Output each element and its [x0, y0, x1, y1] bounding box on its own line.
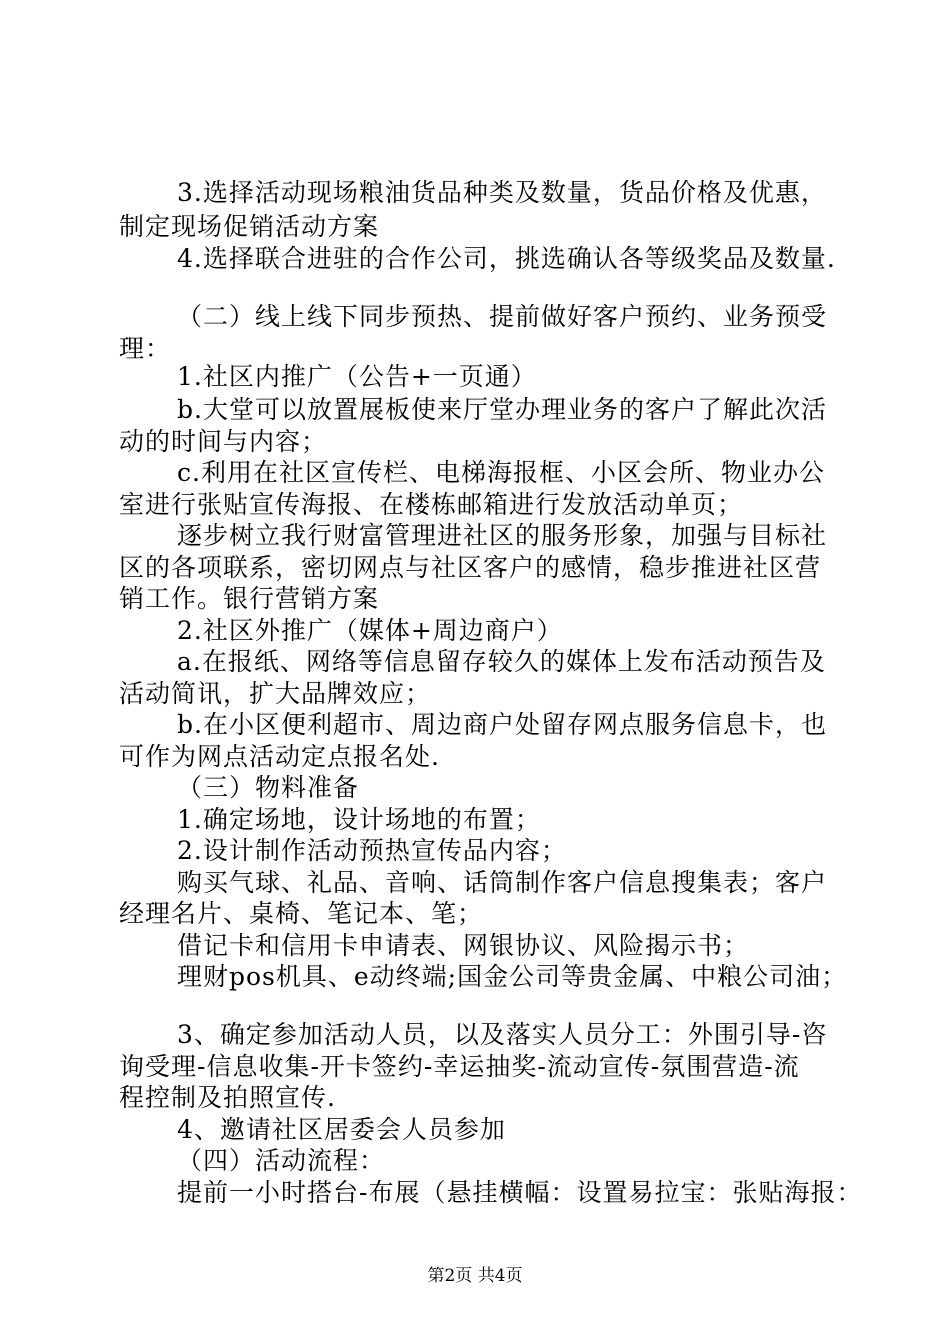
section-heading-3: （三）物料准备 — [177, 773, 360, 802]
paragraph-line-2: 制定现场促销活动方案 — [119, 212, 380, 241]
paragraph-line-27: 询受理-信息收集-开卡签约-幸运抽奖-流动宣传-氛围营造-流 — [119, 1052, 800, 1081]
paragraph-line-10: 室进行张贴宣传海报、在楼栋邮箱进行发放活动单页； — [119, 490, 744, 519]
paragraph-line-24: 借记卡和信用卡申请表、网银协议、风险揭示书； — [177, 931, 750, 960]
paragraph-line-8: 动的时间与内容； — [119, 427, 328, 456]
paragraph-line-15: a.在报纸、网络等信息留存较久的媒体上发布活动预告及 — [177, 647, 826, 676]
paragraph-line-26: 3、确定参加活动人员，以及落实人员分工：外围引导-咨 — [177, 1020, 828, 1049]
paragraph-line-22: 购买气球、礼品、音响、话筒制作客户信息搜集表；客户 — [177, 868, 828, 897]
page-number-footer: 第2页 共4页 — [427, 1266, 523, 1286]
paragraph-line-12: 区的各项联系，密切网点与社区客户的感情，稳步推进社区营 — [119, 553, 822, 582]
paragraph-line-21: 2.设计制作活动预热宣传品内容； — [177, 836, 567, 865]
paragraph-line-23: 经理名片、桌椅、笔记本、笔； — [119, 899, 484, 928]
paragraph-line-31: 提前一小时搭台-布展（悬挂横幅：设置易拉宝：张贴海报： — [177, 1178, 863, 1207]
paragraph-line-1: 3.选择活动现场粮油货品种类及数量，货品价格及优惠， — [177, 178, 827, 207]
paragraph-line-20: 1.确定场地，设计场地的布置； — [177, 805, 541, 834]
paragraph-line-25: 理财pos机具、e动终端;国金公司等贵金属、中粮公司油； — [177, 962, 848, 991]
paragraph-line-7: b.大堂可以放置展板使来厅堂办理业务的客户了解此次活 — [177, 395, 827, 424]
paragraph-line-6: 1.社区内推广（公告+一页通） — [177, 362, 537, 391]
paragraph-line-16: 活动简讯，扩大品牌效应； — [119, 679, 432, 708]
paragraph-line-9: c.利用在社区宣传栏、电梯海报框、小区会所、物业办公 — [177, 458, 825, 487]
paragraph-line-11: 逐步树立我行财富管理进社区的服务形象，加强与目标社 — [177, 521, 828, 550]
paragraph-line-13: 销工作。银行营销方案 — [119, 584, 380, 613]
paragraph-line-29: 4、邀请社区居委会人员参加 — [177, 1115, 506, 1144]
paragraph-line-18: 可作为网点活动定点报名处. — [119, 742, 440, 771]
section-heading-2: （二）线上线下同步预热、提前做好客户预约、业务预受 — [177, 302, 828, 331]
paragraph-line-28: 程控制及拍照宣传. — [119, 1083, 336, 1112]
paragraph-line-17: b.在小区便利超市、周边商户处留存网点服务信息卡，也 — [177, 710, 827, 739]
paragraph-line-3: 4.选择联合进驻的合作公司，挑选确认各等级奖品及数量. — [177, 244, 836, 273]
section-heading-2-cont: 理： — [119, 334, 172, 363]
section-heading-4: （四）活动流程： — [177, 1146, 386, 1175]
paragraph-line-14: 2.社区外推广（媒体+周边商户） — [177, 616, 563, 645]
